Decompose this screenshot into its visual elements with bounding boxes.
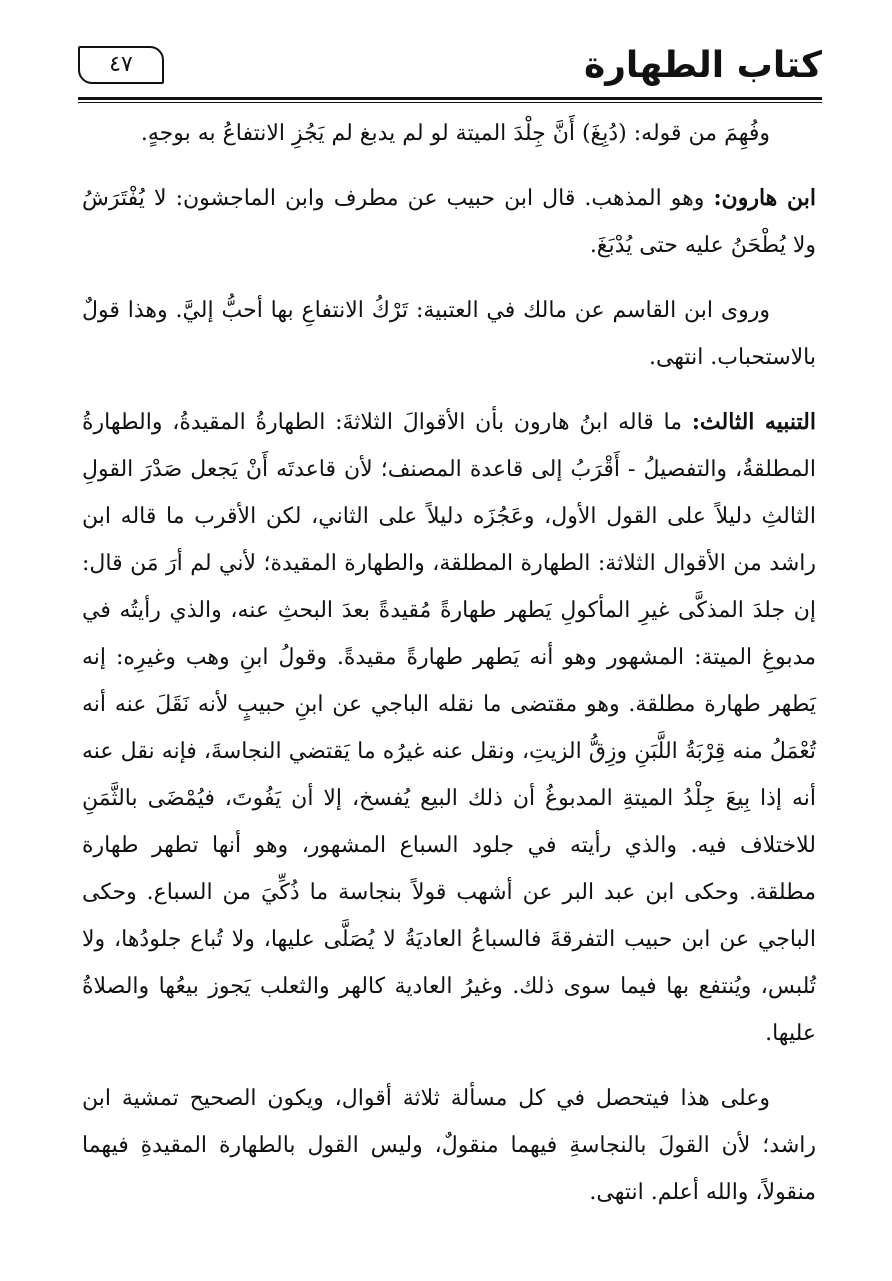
header-rule-thick [78, 97, 822, 100]
paragraph-4 [82, 399, 816, 1057]
paragraph-5 [82, 1075, 816, 1216]
paragraph-lead: التنبيه الثالث: [691, 409, 816, 435]
paragraph-2 [82, 175, 816, 269]
book-title: كتاب الطهارة [583, 45, 822, 86]
paragraph-lead: ابن هارون: [713, 185, 816, 211]
paragraph-text: ما قاله ابنُ هارون بأن الأقوالَ الثلاثةَ: الطهارةُ المقيدةُ، والطهارةُ المطلقةُ، والتفصيلُ - أَقْرَبُ إلى قاعدة المصنف؛ لأن قاعدتَه أَنْ يَجعل صَدْرَ القولِ الثالثِ دليلاً على القول الأول، وعَجُزَه دليلاً على الثاني، لكن الأقرب ما قاله ابن راشد من الأقوال الثلاثة: الطهارة المطلقة، والطهارة المقيدة؛ لأني لم أرَ مَن قال: إن جلدَ المذكَّى غيرِ المأكولِ يَطهر طهارةً مُقيدةً بعدَ البحثِ عنه، والذي رأيتُه في مدبوغِ الميتة: المشهور وهو أنه يَطهر طهارةً مقيدةً. وقولُ ابنِ وهب وغيرِه: إنه يَطهر طهارة مطلقة. وهو مقتضى ما نقله الباجي عن ابنِ حبيبٍ لأنه نَقَلَ عنه أنه تُعْمَلُ منه قِرْبَةُ اللَّبَنِ وزِقُّ الزيتِ، ونقل عنه غيرُه ما يَقتضي النجاسةَ، فإنه نقل عنه أنه إذا بِيعَ جِلْدُ الميتةِ المدبوغُ أن ذلك البيع يُفسخ، إلا أن يَفُوتَ، فيُمْضَى بالثَّمَنِ للاختلاف فيه. والذي رأيته في جلود السباع المشهور، وهو أنها تطهر طهارة مطلقة. وحكى ابن عبد البر عن أشهب قولاً بنجاسة ما ذُكِّيَ من السباع. وحكى الباجي عن ابن حبيب التفرقةَ فالسباعُ العاديَةُ لا يُصَلَّى عليها، ولا تُباع جلودُها، ولا تُلبس، ويُنتفع بها فيما سوى ذلك. وغيرُ العادية كالهر والثعلب يَجوز بيعُها والصلاةُ عليها. [82, 410, 816, 1046]
paragraph-text: وهو المذهب. قال ابن حبيب عن مطرف وابن الماجشون: لا يُفْتَرَشُ ولا يُطْحَنُ عليه حتى يُدْبَغَ. [82, 186, 816, 258]
paragraph-1 [82, 110, 816, 157]
paragraph-text: وعلى هذا فيتحصل في كل مسألة ثلاثة أقوال، ويكون الصحيح تمشية ابن راشد؛ لأن القولَ بالنجاسةِ فيهما منقولٌ، وليس القول بالطهارة المقيدةِ فيهما منقولاً، والله أعلم. انتهى. [82, 1086, 816, 1205]
page-number-box [78, 46, 164, 84]
paragraph-text: وفُهِمَ من قوله: (دُبِغَ) أَنَّ جِلْدَ الميتة لو لم يدبغ لم يَجُزِ الانتفاعُ به بوجهٍ. [140, 121, 770, 146]
header-rule-thin [78, 102, 822, 103]
page-body [82, 110, 816, 1234]
paragraph-text: وروى ابن القاسم عن مالك في العتبية: تَرْكُ الانتفاعِ بها أحبُّ إليَّ. وهذا قولٌ بالاستحباب. انتهى. [82, 298, 816, 370]
page-number: ٤٧ [109, 52, 133, 77]
paragraph-3 [82, 287, 816, 381]
page-header [78, 40, 822, 100]
